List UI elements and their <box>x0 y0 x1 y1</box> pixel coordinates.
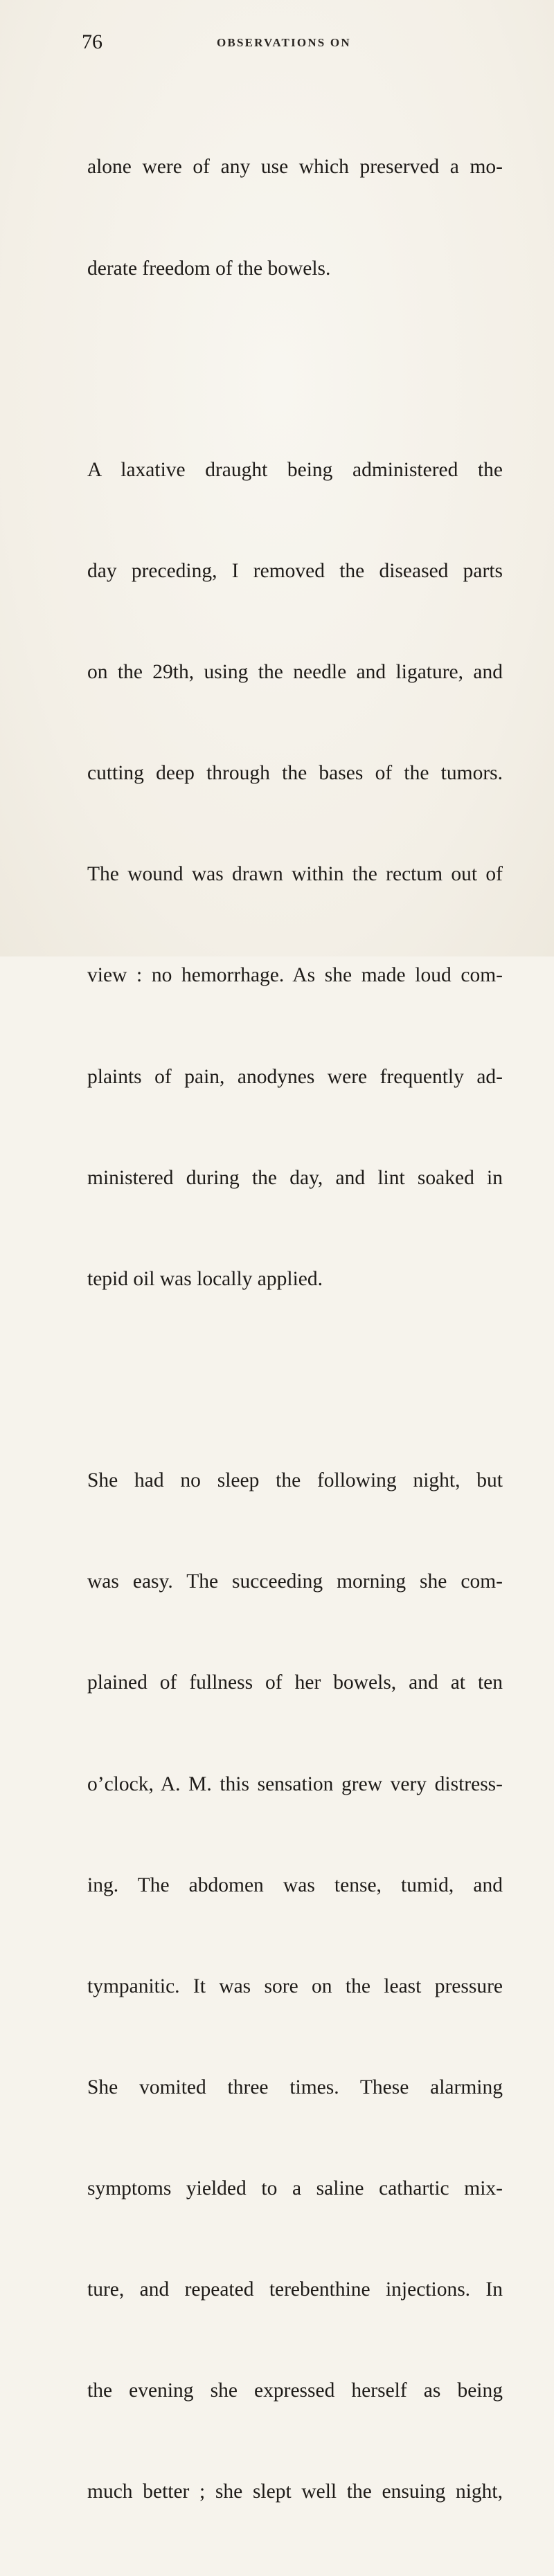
text-line: A laxative draught being administered the <box>87 459 503 481</box>
text-line: The wound was drawn within the rectum out of <box>87 863 503 886</box>
text-line: She had no sleep the following night, but <box>87 1469 503 1492</box>
text-line: much better ; she slept well the ensuing night, <box>87 2480 503 2503</box>
text-line: ing. The abdomen was tense, tumid, and <box>87 1874 503 1896</box>
text-line: symptoms yielded to a saline cathartic mix- <box>87 2177 503 2199</box>
page-number: 76 <box>82 30 102 53</box>
text-line: tympanitic. It was sore on the least pressure <box>87 1975 503 1997</box>
text-line: o’clock, A. M. this sensation grew very distress- <box>87 1772 503 1795</box>
text-line: ture, and repeated terebenthine injections. In <box>87 2278 503 2301</box>
text-line: cutting deep through the bases of the tumors. <box>87 762 503 785</box>
running-title: OBSERVATIONS ON <box>217 36 351 49</box>
paragraph-2 <box>87 386 503 1363</box>
text-line: She vomited three times. These alarming <box>87 2076 503 2098</box>
text-line: tepid oil was locally applied. <box>87 1267 323 1290</box>
text-line: on the 29th, using the needle and ligature, and <box>87 661 503 684</box>
text-line: derate freedom of the bowels. <box>87 257 331 280</box>
text-line: day preceding, I removed the diseased parts <box>87 560 503 583</box>
text-line: ministered during the day, and lint soaked in <box>87 1166 503 1189</box>
text-line: plained of fullness of her bowels, and at ten <box>87 1671 503 1694</box>
text-line: was easy. The succeeding morning she com- <box>87 1570 503 1593</box>
text-line: view : no hemorrhage. As she made loud com- <box>87 964 503 987</box>
body-text <box>87 83 503 2576</box>
text-line: plaints of pain, anodynes were frequently ad- <box>87 1065 503 1088</box>
paragraph-1 <box>87 83 503 353</box>
text-line: the evening she expressed herself as being <box>87 2379 503 2402</box>
paragraph-3 <box>87 1397 503 2576</box>
running-head <box>82 30 497 54</box>
text-line: alone were of any use which preserved a mo- <box>87 156 503 179</box>
